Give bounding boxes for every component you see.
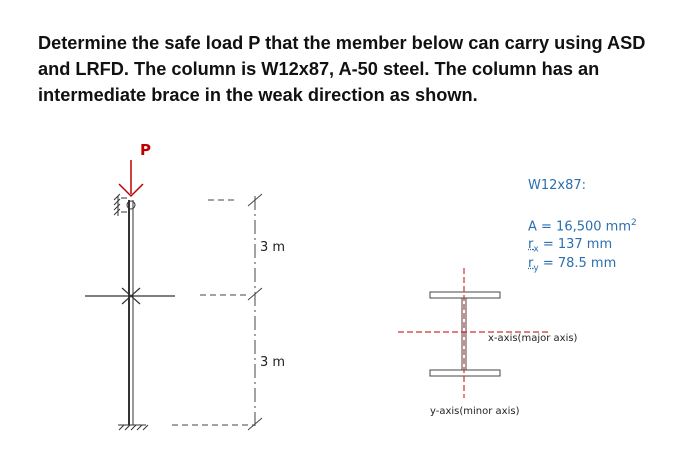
ry-symbol: [528, 256, 539, 274]
top-pin-support: [114, 194, 135, 216]
problem-line-3: intermediate brace in the weak direction as shown.: [38, 85, 478, 105]
problem-line-1: Determine the safe load P that the member below can carry using ASD: [38, 33, 646, 53]
rx-subscript: x: [533, 244, 539, 255]
minor-axis-label: y-axis(minor axis): [430, 406, 520, 417]
problem-line-2: and LRFD. The column is W12x87, A-50 steel. The column has an: [38, 59, 600, 79]
rx-property: [528, 237, 612, 255]
ry-property: [528, 256, 616, 274]
rx-symbol: [528, 237, 539, 255]
column-member: [129, 200, 133, 425]
lower-length-label: 3 m: [260, 355, 286, 370]
rx-value: = 137 mm: [538, 237, 613, 252]
area-label: A = 16,500 mm: [528, 219, 631, 235]
rx-letter: r: [528, 237, 534, 252]
ry-value: = 78.5 mm: [538, 256, 617, 271]
major-axis-label: x-axis(major axis): [488, 333, 578, 344]
dimension-line: [172, 194, 262, 430]
upper-length-label: 3 m: [260, 240, 286, 255]
ry-subscript: y: [533, 263, 539, 274]
load-label: P: [140, 141, 151, 159]
area-property: [528, 218, 637, 234]
section-name: W12x87:: [528, 178, 587, 193]
area-superscript: 2: [631, 218, 637, 228]
ry-letter: r: [528, 256, 534, 271]
bottom-support: [118, 425, 148, 430]
load-arrow-icon: [119, 160, 143, 196]
